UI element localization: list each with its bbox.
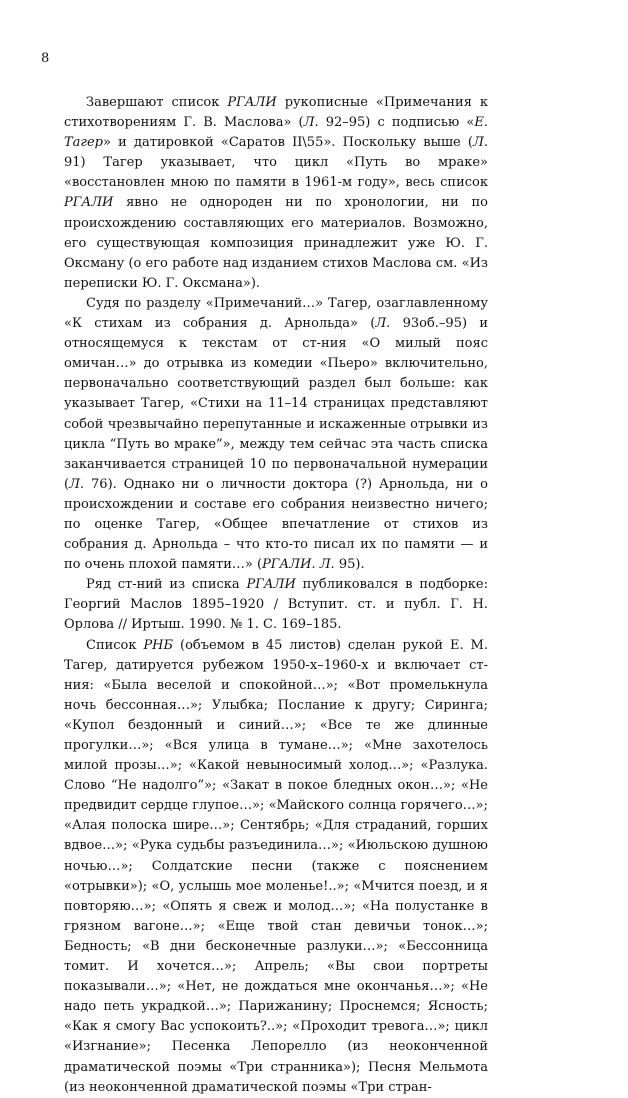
italic-text: Л.	[473, 135, 488, 151]
text-run: рукописные «Примечания к стихотворениям Г. В. Маслова» (	[64, 95, 489, 131]
text-run: (объемом в 45 листов) сделан рукой Е. М. Тагер, датируется рубежом 1950-х–1960-х и включает ст-ния: «Была веселой и спокойной…»; «Вот промелькнула ночь бессонная…»; Улыбка; Послание к другу; Сиринга; «Купол бездонный и синий…»; «Все те же длинные прогулки…»; «Вся улица в тумане…»; «Мне захотелось милой прозы…»; «Какой невыносимый холод…»; «Разлука. Слово “Не надолго”»; «Закат в покое бледных окон…»; «Не предвидит сердце глупое…»; «Майского солнца горячего…»; «Алая полоска шире…»; Сентябрь; «Для страданий, горших вдвое…»; «Рука судьбы разъединила…»; «Июльскою душною ночью…»; Солдатские песни (также с пояснением «отрывки»); «О, услышь мое моленье!..»; «Мчится поезд, и я повторяю…»; «Опять я свеж и молод…»; «На полустанке в грязном вагоне…»; «Еще твой стан девичьи тонок…»; Бедность; «В дни бесконечные разлуки…»; «Бессонница томит. И хочется…»; Апрель; «Вы свои портреты показывали…»; «Нет, не дождаться мне окончанья…»; «Не надо петь украдкой…»; Парижанину; Проснемся; Ясность; «Как я смогу Вас успокоить?..»; «Проходит тревога…»; цикл «Изгнание»; Песенка Лепорелло (из неоконченной драматической поэмы «Три странника»); Песня Мельмота (из неоконченной драматической поэмы «Три стран-	[64, 637, 489, 1095]
text-run: Завершают список	[86, 95, 228, 110]
text-run: 92–95) с подписью «	[318, 115, 475, 131]
text-run: 95).	[334, 557, 365, 573]
text-run: Ряд ст-ний из списка	[86, 577, 247, 593]
italic-text: Е. Тагер	[64, 115, 488, 151]
italic-text: РГАЛИ	[64, 195, 114, 211]
paragraph	[64, 575, 488, 635]
italic-text: Л.	[69, 476, 85, 492]
paragraph	[64, 93, 488, 294]
text-run: 91) Тагер указывает, что цикл «Путь во мраке» «восстановлен мною по памяти в 1961-м году», весь список	[64, 155, 488, 191]
italic-text: РНБ	[143, 637, 174, 653]
text-run: Список	[86, 637, 144, 653]
italic-text: РГАЛИ	[227, 95, 277, 110]
page-number: 8	[41, 51, 50, 66]
text-run: 76). Однако ни о личности доктора (?) Арнольда, ни о происхождении и составе его собрания неизвестно ничего; по оценке Тагер, «Общее впечатление от стихов из собрания д. Арнольда – что кто-то писал их по памяти — и по очень плохой памяти…» (	[64, 476, 488, 573]
italic-text: РГАЛИ	[246, 577, 296, 593]
paragraph	[64, 294, 488, 575]
text-run: явно не однороден ни по хронологии, ни по происхождению составляющих его материалов. Возможно, его существующая композиция принадлежит уже Ю. Г. Оксману (о его работе над изданием стихов Маслова см. «Из переписки Ю. Г. Оксмана»).	[64, 195, 488, 291]
italic-text: Л.	[303, 115, 319, 131]
text-run: Судя по разделу «Примечаний…» Тагер, озаглавленному «К стихам из собрания д. Арнольда» (	[64, 295, 488, 332]
text-run: публиковался в подборке: Георгий Маслов 1895–1920 / Вступит. ст. и публ. Г. Н. Орлова // Иртыш. 1990. № 1. С. 169–185.	[64, 577, 488, 633]
italic-text: РГАЛИ. Л.	[262, 557, 335, 573]
text-run: » и датировкой «Саратов II\55». Поскольку выше (	[103, 135, 474, 151]
text-run: 93об.–95) и относящемуся к текстам от ст-ния «О милый пояс омичан…» до отрывка из комедии «Пьеро» включительно, первоначально соответствующий раздел был больше: как указывает Тагер, «Стихи на 11–14 страницах представляют собой чрезвычайно перепутанные и искаженные отрывки из цикла “Путь во мраке”», между тем сейчас эта часть списка заканчивается страницей 10 по первоначальной нумерации (	[64, 316, 489, 492]
body-text	[64, 93, 488, 1098]
paragraph	[64, 636, 488, 1098]
italic-text: Л.	[375, 316, 391, 332]
